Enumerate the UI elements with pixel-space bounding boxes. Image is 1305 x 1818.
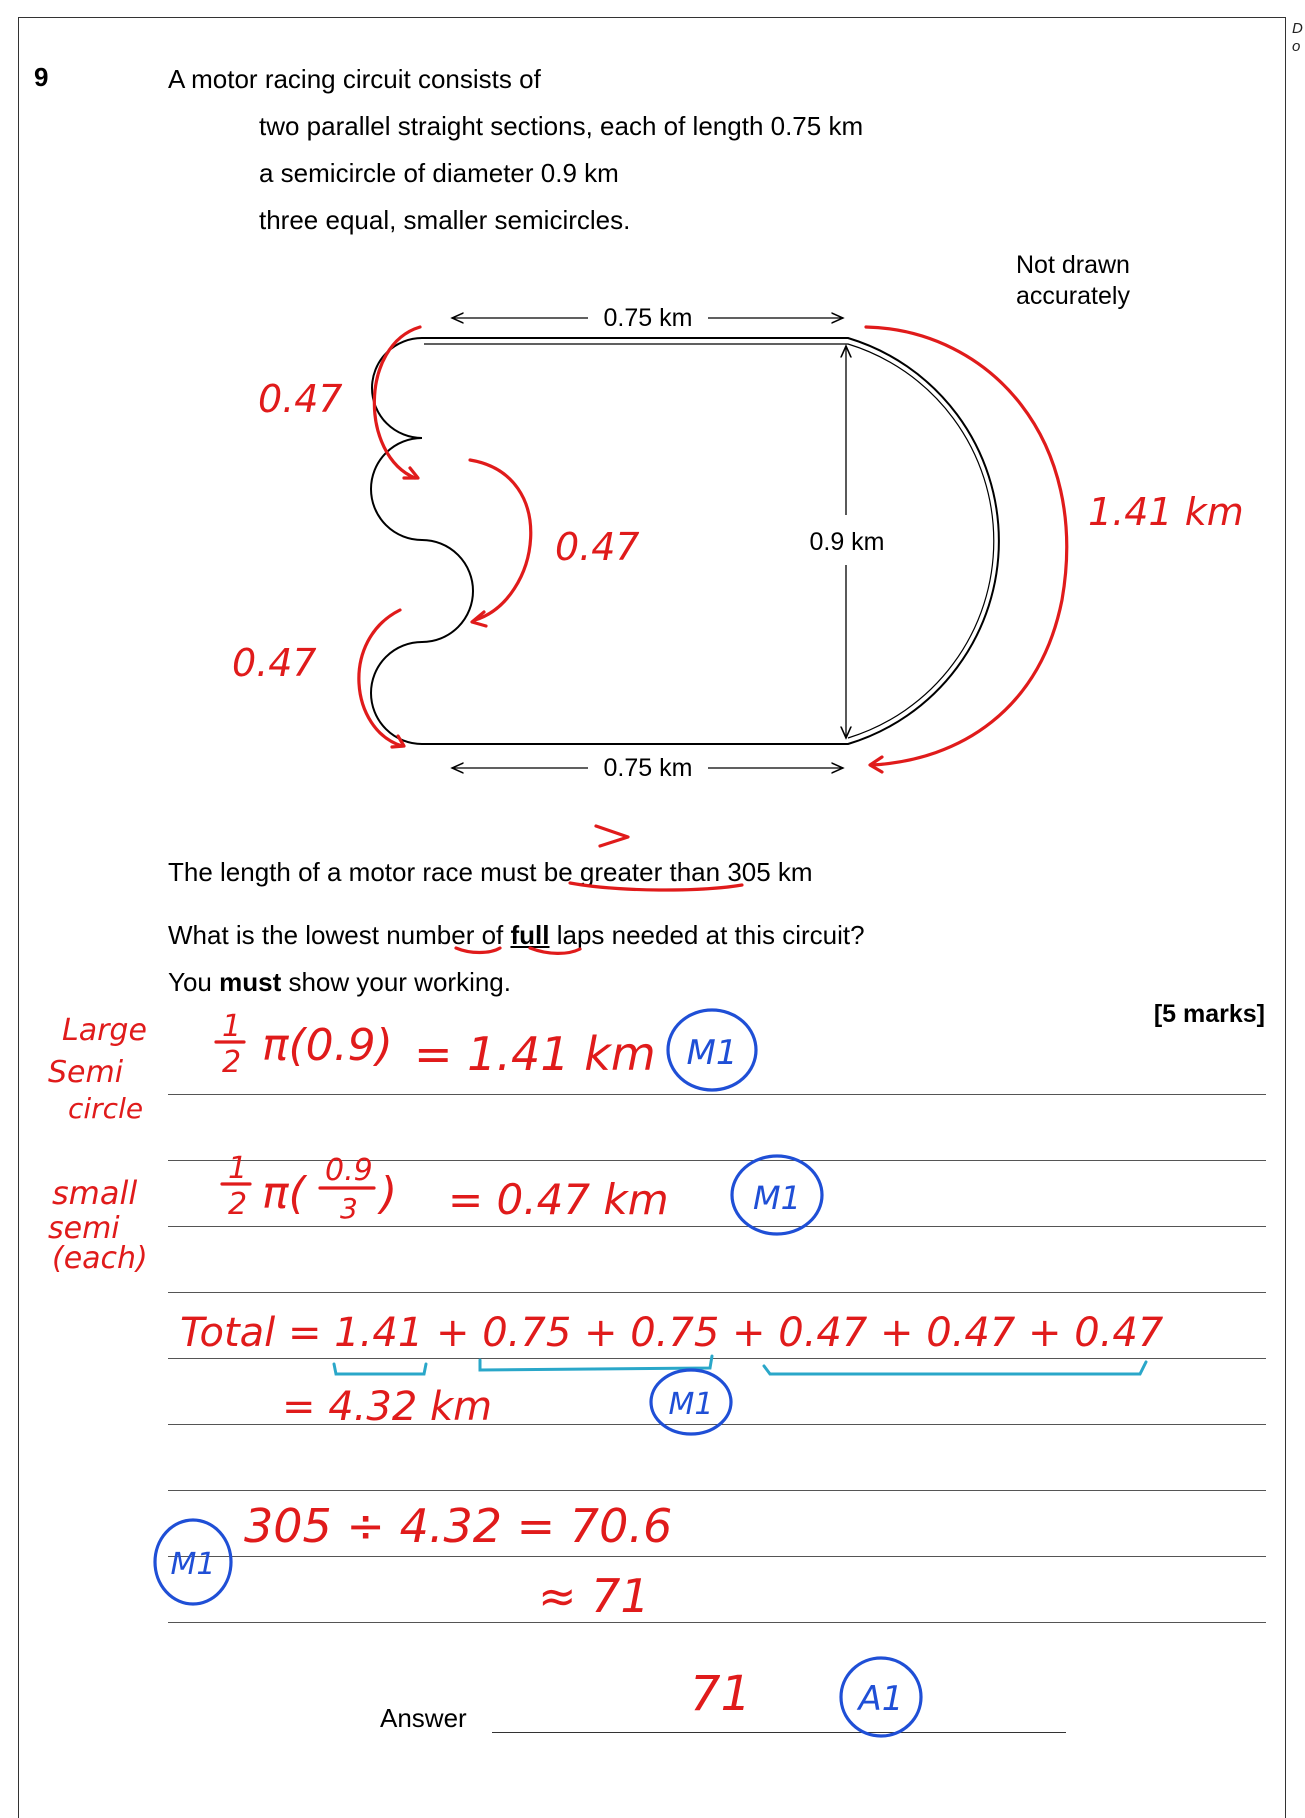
mark-m1-4 [155, 1520, 231, 1604]
mark-m1-1 [668, 1010, 756, 1090]
dimension-bottom [452, 754, 843, 782]
svg-text:3: 3 [340, 1192, 358, 1225]
svg-text:π(: π( [262, 1168, 306, 1219]
item-semicircle: a semicircle of diameter 0.9 km [259, 158, 619, 188]
handwritten-answer: 71 [690, 1666, 752, 1722]
arc-label-middle: 0.47 [555, 525, 640, 569]
svg-text:M1: M1 [686, 1033, 738, 1073]
mark-a1 [841, 1658, 921, 1736]
margin-edge-text: D o [1292, 20, 1303, 55]
large-label-2: Semi [48, 1055, 124, 1090]
dimension-top [452, 304, 843, 332]
working-approx: ≈ 71 [538, 1569, 650, 1623]
svg-text:0.9: 0.9 [325, 1153, 373, 1188]
large-label-3: circle [68, 1092, 144, 1125]
marks-label: [5 marks] [1153, 1000, 1265, 1028]
bottom-length-label: 0.75 km [603, 754, 693, 782]
mark-m1-2 [732, 1156, 822, 1234]
working-line-2 [222, 1151, 669, 1225]
svg-text:M1: M1 [170, 1547, 216, 1582]
svg-text:= 0.47 km: = 0.47 km [448, 1175, 669, 1224]
arc-label-bottom: 0.47 [232, 641, 317, 685]
svg-text:A1: A1 [858, 1679, 904, 1719]
question-ask: What is the lowest number of full laps needed at this circuit? [168, 920, 865, 950]
race-length-text: The length of a motor race must be greater than 305 km [168, 857, 813, 887]
circuit-track [371, 338, 999, 744]
item-straights: two parallel straight sections, each of length 0.75 km [259, 111, 864, 141]
svg-text:2: 2 [222, 1045, 242, 1080]
top-length-label: 0.75 km [603, 304, 693, 332]
large-label-1: Large [62, 1013, 147, 1048]
small-label-1: small [52, 1174, 138, 1212]
working-division: 305 ÷ 4.32 = 70.6 [244, 1499, 673, 1553]
show-working-instruction: You must show your working. [168, 967, 511, 997]
diameter-label: 0.9 km [809, 528, 885, 556]
item-small-semicircles: three equal, smaller semicircles. [259, 205, 631, 235]
svg-text:M1: M1 [668, 1387, 714, 1422]
working-total-result: = 4.32 km [282, 1384, 493, 1430]
svg-text:1: 1 [228, 1151, 248, 1186]
svg-text:): ) [380, 1168, 398, 1219]
question-number: 9 [34, 62, 49, 92]
question-intro: A motor racing circuit consists of [168, 64, 541, 94]
svg-text:π(0.9): π(0.9) [262, 1020, 393, 1071]
answer-label: Answer [380, 1703, 467, 1733]
small-label-2: semi [48, 1211, 120, 1246]
svg-text:2: 2 [228, 1187, 248, 1222]
svg-text:1: 1 [222, 1009, 242, 1044]
svg-text:= 1.41 km: = 1.41 km [414, 1027, 656, 1081]
small-label-3: (each) [52, 1241, 148, 1276]
working-line-1 [216, 1009, 656, 1081]
svg-text:M1: M1 [753, 1179, 801, 1217]
arc-label-large: 1.41 km [1088, 490, 1244, 534]
working-total: Total = 1.41 + 0.75 + 0.75 + 0.47 + 0.47 + 0.47 [180, 1310, 1164, 1356]
arc-label-top: 0.47 [258, 377, 343, 421]
mark-m1-3 [651, 1370, 731, 1434]
not-drawn-note: Not drawn accurately [1016, 251, 1130, 310]
dimension-diameter [809, 346, 884, 738]
